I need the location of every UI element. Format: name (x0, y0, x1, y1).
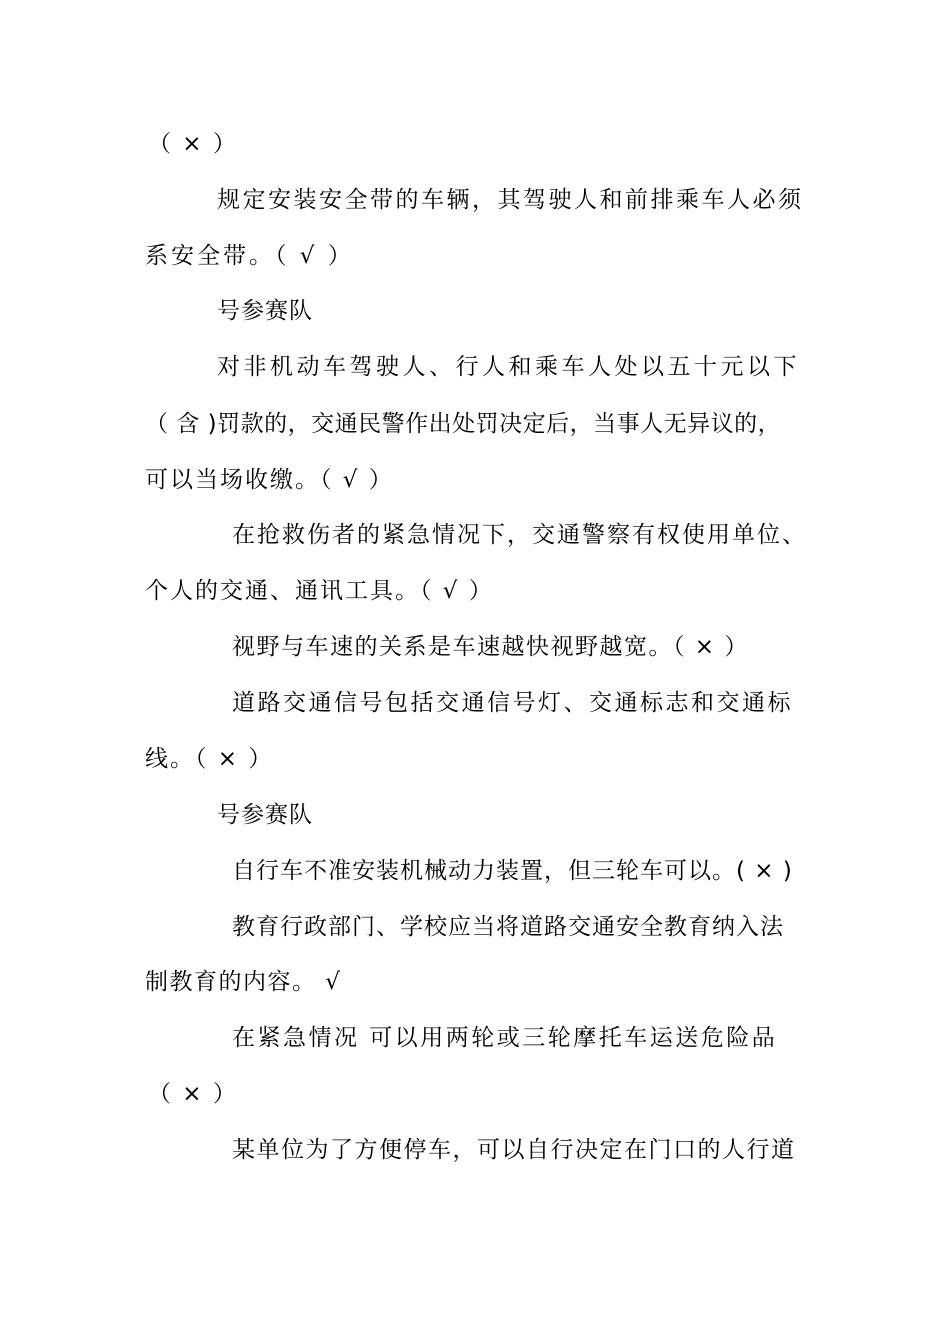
text-line: （ 含 )罚款的，交通民警作出处罚决定后，当事人无异议的， (145, 411, 782, 437)
text-line: 对非机动车驾驶人、行人和乘车人处以五十元以下 (217, 354, 800, 380)
text-line: （ × ） (148, 131, 238, 157)
text-line: 规定安装安全带的车辆，其驾驶人和前排乘车人必须 (217, 187, 804, 213)
text-line: 在紧急情况 可以用两轮或三轮摩托车运送危险品 (232, 1025, 778, 1051)
text-line: 自行车不准安装机械动力装置，但三轮车可以。( × ) (232, 858, 793, 884)
text-line: 系安全带。（ √ ） (145, 243, 354, 269)
text-line: 号参赛队 (217, 802, 313, 828)
text-line: 号参赛队 (217, 298, 313, 324)
text-line: 教育行政部门、学校应当将道路交通安全教育纳入法 (232, 914, 784, 940)
text-line: 视野与车速的关系是车速越快视野越宽。（ × ） (232, 634, 749, 660)
text-line: 可以当场收缴。（ √ ） (145, 467, 394, 493)
text-line: 道路交通信号包括交通信号灯、交通标志和交通标 (232, 690, 793, 716)
text-line: 制教育的内容。 √ (145, 969, 342, 995)
text-line: （ × ） (148, 1081, 238, 1107)
text-line: 在抢救伤者的紧急情况下，交通警察有权使用单位、 (232, 522, 807, 548)
text-line: 线。（ × ） (145, 746, 274, 772)
text-line: 某单位为了方便停车，可以自行决定在门口的人行道 (232, 1137, 796, 1163)
text-line: 个人的交通、通讯工具。（ √ ） (145, 578, 494, 604)
